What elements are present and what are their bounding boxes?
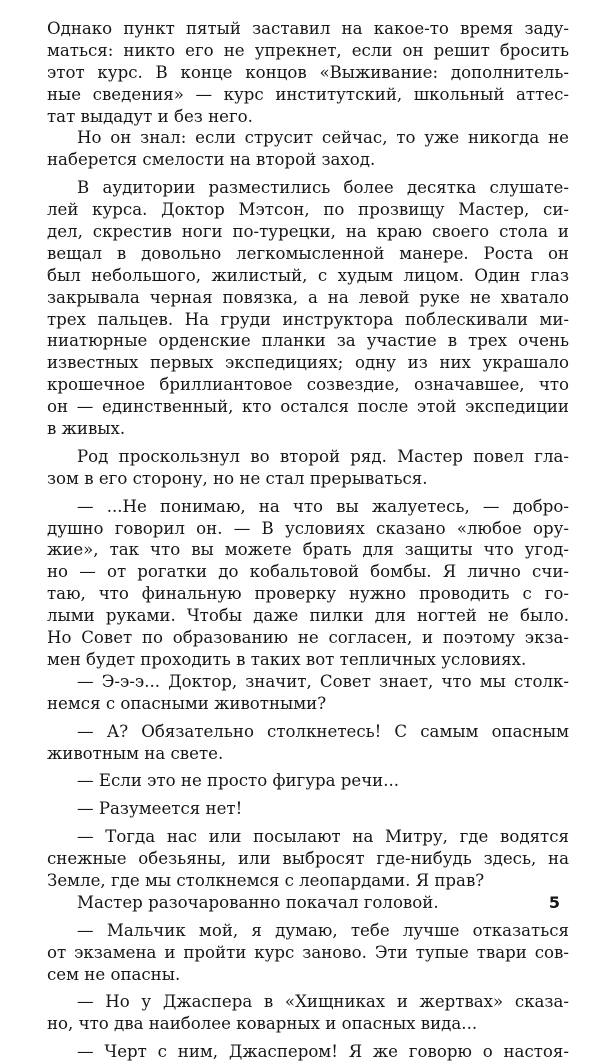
text-line: в живых.	[47, 419, 126, 439]
text-line: лей курса. Доктор Мэтсон, по прозвищу Мастер, си-	[47, 200, 569, 220]
text-line: вещал в довольно легкомысленной манере. Роста он	[47, 243, 569, 263]
page-number: 5	[548, 893, 560, 912]
text-line: душно говорил он. — В условиях сказано «любое ору-	[47, 518, 569, 538]
text-line: наберется смелости на второй заход.	[47, 150, 376, 170]
paragraph-first-line: Род проскользнул во второй ряд. Мастер повел гла-	[77, 446, 569, 466]
dialogue-line: — Разумеется нет!	[77, 799, 243, 819]
paragraph-first-line: В аудитории разместились более десятка слушате-	[77, 178, 569, 198]
dialogue-line: — Мальчик мой, я думаю, тебе лучше отказаться	[77, 920, 569, 940]
text-line: сем не опасны.	[47, 964, 181, 984]
text-line: таю, что финальную проверку нужно проводить с го-	[47, 584, 569, 604]
text-line: ниатюрные орденские планки за участие в трех очень	[47, 331, 569, 351]
text-line: Но Совет по образованию не согласен, и поэтому экза-	[47, 628, 569, 648]
dialogue-line: — Но у Джаспера в «Хищниках и жертвах» сказа-	[77, 992, 569, 1012]
text-line: маться: никто его не упрекнет, если он решит бросить	[47, 40, 569, 60]
text-line: ные сведения» — курс институтский, школьный аттес-	[47, 84, 569, 104]
paragraph-first-line: Мастер разочарованно покачал головой.	[77, 892, 439, 912]
text-line: этот курс. В конце концов «Выживание: дополнитель-	[47, 62, 569, 82]
text-line: лыми руками. Чтобы даже пилки для ногтей не было.	[47, 606, 569, 626]
text-line: жие», так что вы можете брать для защиты что угод-	[47, 540, 569, 560]
paragraph-first-line: Но он знал: если струсит сейчас, то уже никогда не	[77, 128, 569, 148]
text-line: тат выдадут и без него.	[47, 106, 253, 126]
text-line: крошечное бриллиантовое созвездие, означавшее, что	[47, 375, 569, 395]
text-line: мен будет проходить в таких вот тепличных условиях.	[47, 649, 527, 669]
text-line: немся с опасными животными?	[47, 693, 327, 713]
text-line: закрывала черная повязка, а на левой руке не хватало	[47, 287, 569, 307]
text-line: животным на свете.	[47, 743, 224, 763]
text-line: снежные обезьяны, или выбросят где-нибудь здесь, на	[47, 849, 569, 869]
text-line: зом в его сторону, но не стал прерываться.	[47, 468, 428, 488]
text-line: от экзамена и пройти курс заново. Эти тупые твари сов-	[47, 942, 569, 962]
text-line: он — единственный, кто остался после этой экспедиции	[47, 397, 569, 417]
text-line: но — от рогатки до кобальтовой бомбы. Я лично счи-	[47, 562, 569, 582]
dialogue-line: — А? Обязательно столкнетесь! С самым опасным	[77, 721, 569, 741]
dialogue-line: — Черт с ним, Джаспером! Я же говорю о настоя-	[77, 1042, 569, 1062]
text-line: известных первых экспедициях; одну из них украшало	[47, 353, 569, 373]
text-line: трех пальцев. На груди инструктора поблескивали ми-	[47, 309, 569, 329]
text-line: был небольшого, жилистый, с худым лицом. Один глаз	[47, 265, 569, 285]
dialogue-line: — Тогда нас или посылают на Митру, где водятся	[77, 827, 569, 847]
dialogue-line: — ...Не понимаю, на что вы жалуетесь, — добро-	[77, 496, 569, 516]
dialogue-line: — Э-э-э... Доктор, значит, Совет знает, что мы столк-	[77, 671, 569, 691]
text-line: Однако пункт пятый заставил на какое-то время заду-	[47, 19, 569, 38]
dialogue-line: — Если это не просто фигура речи...	[77, 771, 400, 791]
page-body-text	[47, 18, 569, 1063]
text-line: дел, скрестив ноги по-турецки, на краю своего стола и	[47, 222, 569, 242]
text-line: Земле, где мы столкнемся с леопардами. Я прав?	[47, 870, 485, 890]
text-line: но, что два наиболее коварных и опасных вида...	[47, 1014, 478, 1034]
